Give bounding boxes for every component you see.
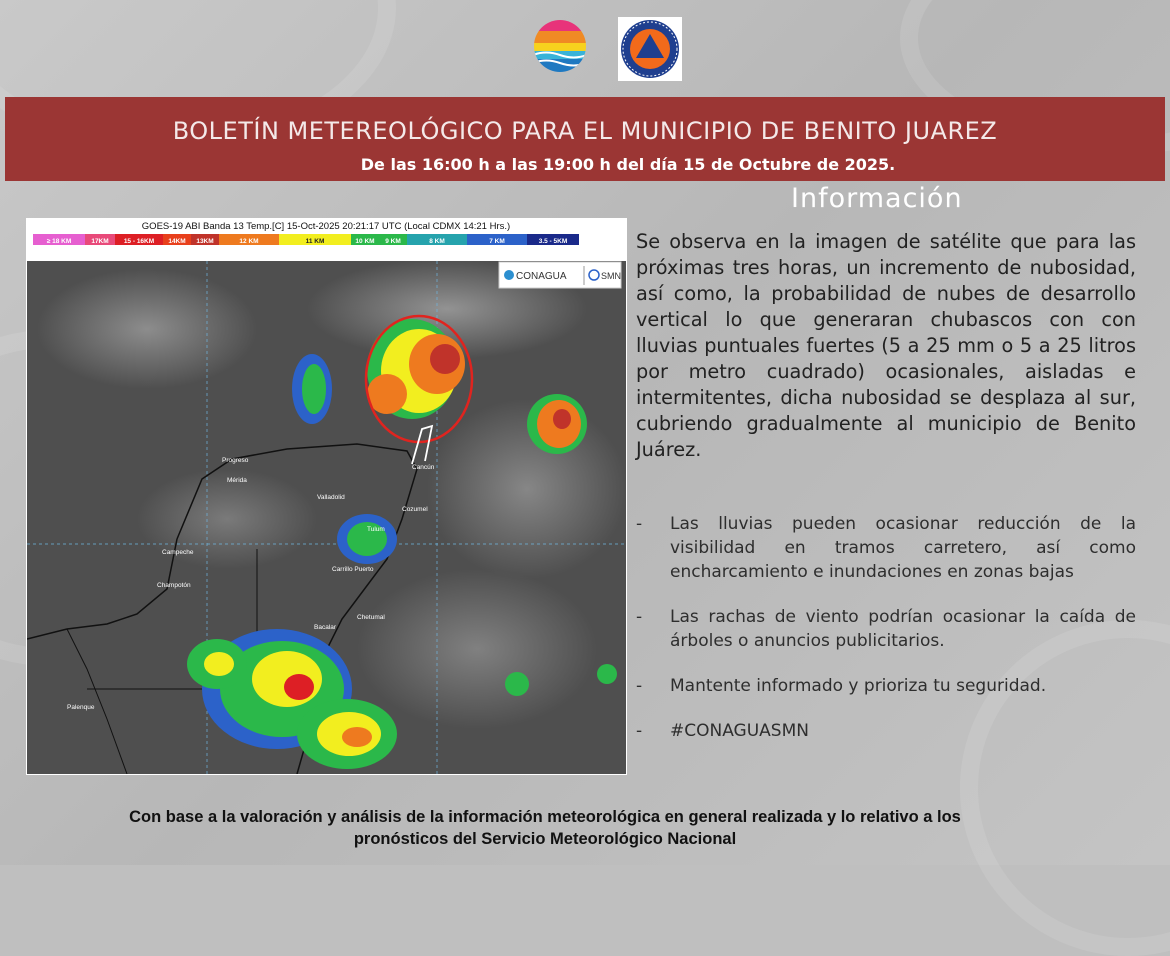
bullet-marker: -	[636, 607, 643, 627]
bulletin-date-range: De las 16:00 h a las 19:00 h del día 15 de Octubre de 2025.	[360, 155, 896, 174]
place-label: Carrillo Puerto	[332, 566, 374, 573]
proteccion-civil-logo	[618, 17, 682, 81]
list-item	[636, 719, 1136, 743]
bullet-marker: -	[636, 721, 643, 741]
bullet-text: Mantente informado y prioriza tu seguridad.	[670, 676, 1047, 696]
color-scale	[33, 234, 579, 245]
scale-label: 13KM	[196, 238, 214, 245]
place-label: Cozumel	[402, 506, 428, 513]
info-paragraph: Se observa en la imagen de satélite que para las próximas tres horas, un incremento de nubosidad, así como, la probabilidad de nubes de desarrollo vertical lo que generaran chubascos con con lluvias puntuales fuertes (5 a 25 mm o 5 a 25 litros por metro cuadrado) ocasionales, aisladas e intermitentes, dicha nubosidad se desplaza al sur, cubriendo gradualmente al municipio de Benito Juárez.	[636, 230, 1136, 461]
satellite-svg	[27, 219, 626, 774]
list-item	[636, 512, 1136, 584]
bullet-text: Las lluvias pueden ocasionar reducción de la visibilidad en tramos carretero, así como encharcamiento e inundaciones en zonas bajas	[670, 514, 1136, 582]
bullet-text: Las rachas de viento podrían ocasionar la caída de árboles o anuncios publicitarios.	[670, 607, 1136, 651]
satellite-caption: GOES-19 ABI Banda 13 Temp.[C] 15-Oct-2025 20:21:17 UTC (Local CDMX 14:21 Hrs.)	[141, 221, 511, 232]
place-label: Mérida	[227, 477, 247, 484]
bulletin-title: BOLETÍN METEREOLÓGICO PARA EL MUNICIPIO DE BENITO JUAREZ	[172, 117, 998, 145]
place-label: Cancún	[412, 464, 435, 471]
advice-list	[636, 512, 1136, 764]
list-item	[636, 674, 1136, 698]
scale-label: 11 KM	[305, 238, 325, 245]
place-label: Campeche	[162, 549, 194, 556]
list-item	[636, 605, 1136, 653]
scale-label: 10 KM	[355, 238, 375, 245]
scale-label: 8 KM	[429, 238, 445, 245]
smn-credit: SMN	[601, 271, 621, 281]
scale-label: 14KM	[168, 238, 186, 245]
scale-label: 9 KM	[385, 238, 401, 245]
place-label: Tulum	[367, 526, 385, 533]
satellite-image	[26, 218, 627, 775]
place-label: Valladolid	[317, 494, 345, 501]
place-label: Progreso	[222, 457, 249, 464]
info-heading: Información	[791, 183, 963, 214]
scale-label: 12 KM	[239, 238, 259, 245]
footer-note	[30, 806, 1060, 850]
conagua-credit: CONAGUA	[516, 271, 567, 282]
bullet-marker: -	[636, 514, 643, 534]
place-label: Bacalar	[314, 624, 337, 631]
scale-label: 7 KM	[489, 238, 505, 245]
scale-label: 15 - 16KM	[123, 238, 155, 245]
place-label: Chetumal	[357, 614, 385, 621]
place-label: Champotón	[157, 582, 191, 589]
scale-label: 17KM	[91, 238, 109, 245]
scale-label: 3.5 - 5KM	[538, 238, 568, 245]
footer-line: pronósticos del Servicio Meteorológico Nacional	[353, 830, 737, 848]
footer-line: Con base a la valoración y análisis de la información meteorológica en general realizada y lo relativo a los	[129, 808, 961, 826]
place-label: Palenque	[67, 704, 95, 711]
bullet-marker: -	[636, 676, 643, 696]
scale-label: ≥ 18 KM	[46, 238, 72, 245]
bullet-text: #CONAGUASMN	[670, 721, 809, 741]
cancun-logo	[533, 19, 587, 73]
